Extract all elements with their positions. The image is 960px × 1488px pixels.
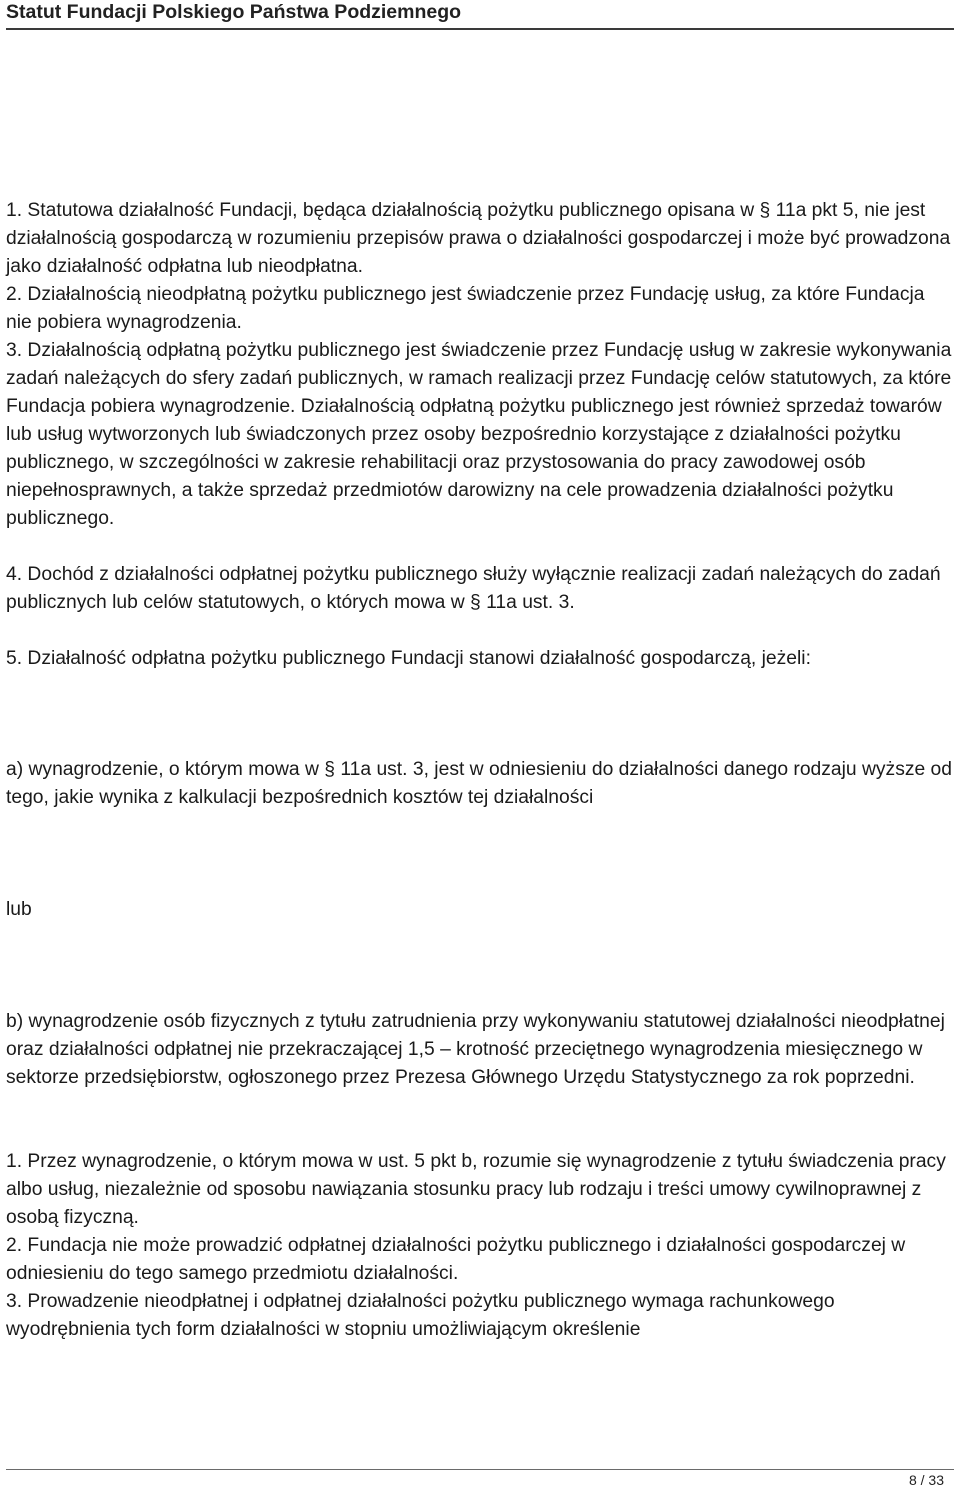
spacer (6, 617, 952, 645)
paragraph-3: 3. Działalnością odpłatną pożytku publicznego jest świadczenie przez Fundację usług w zakresie wykonywania zadań należących do sfery zadań publicznych, w ramach realizacji przez Fundację celów statutowych, za które Fundacja pobiera wynagrodzenie. Działalnością odpłatną pożytku publicznego jest również sprzedaż towarów lub usług wytworzonych lub świadczonych przez osoby bezpośrednio korzystające z działalności pożytku publicznego, w szczególności w zakresie rehabilitacji oraz przystosowania do pracy zawodowej osób niepełnosprawnych, a także sprzedaż przedmiotów darowizny na cele prowadzenia działalności pożytku publicznego. (6, 340, 952, 529)
paragraph-5: 5. Działalność odpłatna pożytku publicznego Fundacji stanowi działalność gospodarczą, jeżeli: (6, 648, 811, 669)
header-divider (6, 28, 954, 30)
list-item-2: 2. Fundacja nie może prowadzić odpłatnej działalności pożytku publicznego i działalności gospodarczej w odniesieniu do tego samego przedmiotu działalności. (6, 1235, 906, 1284)
condition-b: b) wynagrodzenie osób fizycznych z tytułu zatrudnienia przy wykonywaniu statutowej działalności nieodpłatnej oraz działalności odpłatnej nie przekraczającej 1,5 – krotność przeciętnego wynagrodzenia miesięcznego w sektorze przedsiębiorstw, ogłoszonego przez Prezesa Głównego Urzędu Statystycznego za rok poprzedni. (6, 1011, 945, 1088)
list-item-3: 3. Prowadzenie nieodpłatnej i odpłatnej działalności pożytku publicznego wymaga rachunkowego wyodrębnienia tych form działalności w stopniu umożliwiającym określenie (6, 1291, 835, 1340)
footer-divider (6, 1469, 954, 1470)
conjunction-lub: lub (6, 899, 32, 920)
list-item-1: 1. Przez wynagrodzenie, o którym mowa w ust. 5 pkt b, rozumie się wynagrodzenie z tytułu świadczenia pracy albo usług, niezależnie od sposobu nawiązania stosunku pracy lub rodzaju i treści umowy cywilnoprawnej z osobą fizyczną. (6, 1151, 946, 1228)
spacer (6, 673, 952, 756)
paragraph-4: 4. Dochód z działalności odpłatnej pożytku publicznego służy wyłącznie realizacji zadań należących do zadań publicznych lub celów statutowych, o których mowa w § 11a ust. 3. (6, 564, 941, 613)
document-title: Statut Fundacji Polskiego Państwa Podziemnego (6, 1, 462, 23)
spacer (6, 812, 952, 896)
paragraph-1: 1. Statutowa działalność Fundacji, będąca działalnością pożytku publicznego opisana w § 11a pkt 5, nie jest działalnością gospodarczą w rozumieniu przepisów prawa o działalności gospodarczej i może być prowadzona jako działalność odpłatna lub nieodpłatna. (6, 200, 951, 277)
spacer (6, 533, 952, 561)
document-body (6, 197, 952, 1344)
spacer (6, 924, 952, 1008)
condition-a: a) wynagrodzenie, o którym mowa w § 11a ust. 3, jest w odniesieniu do działalności danego rodzaju wyższe od tego, jakie wynika z kalkulacji bezpośrednich kosztów tej działalności (6, 759, 953, 808)
paragraph-2: 2. Działalnością nieodpłatną pożytku publicznego jest świadczenie przez Fundację usług, za które Fundacja nie pobiera wynagrodzenia. (6, 284, 925, 333)
spacer (6, 1092, 952, 1148)
page-number: 8 / 33 (908, 1472, 944, 1488)
page-header (6, 0, 954, 24)
